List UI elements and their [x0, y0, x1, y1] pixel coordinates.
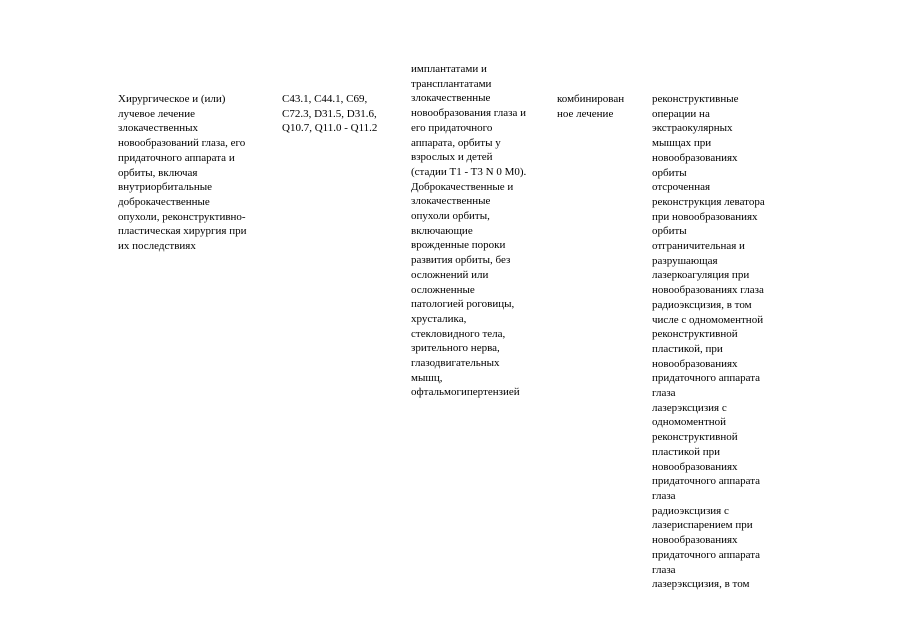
- condition-cell: Хирургическое и (или) лучевое лечение злокачественных новообразований глаза, его придаточного аппарата и орбиты, включая внутриорбитальные доброкачественные опухоли, реконструктивно- пластическая хирургия при их последствиях: [118, 93, 247, 253]
- treatment-type-cell: комбинирован ное лечение: [557, 93, 625, 120]
- treatment-method-cell: реконструктивные операции на экстраокулярных мышцах при новообразованиях орбиты отсроченная реконструкция леватора при новообразованиях орбиты отграничительная и разрушающая лазеркоагуляция при новообразованиях глаза радиоэксцизия, в том числе с одномоментной реконструктивной пластикой, при новообразованиях придаточного аппарата глаза лазерэксцизия с одномоментной реконструктивной пластикой при новообразованиях придаточного аппарата глаза радиоэксцизия с лазериспарением при новообразованиях придаточного аппарата глаза лазерэксцизия, в том: [652, 93, 765, 591]
- patient-model-cell: имплантатами и трансплантатами злокачественные новообразования глаза и его придаточного аппарата, орбиты у взрослых и детей (стадии T1 - T3 N 0 M0). Доброкачественные и злокачественные опухоли орбиты, включающие врожденные пороки развития орбиты, без осложнений или осложненные патологией роговицы, хрусталика, стекловидного тела, зрительного нерва, глазодвигательных мышц, офтальмогипертензией: [411, 63, 527, 399]
- icd-codes-cell: C43.1, C44.1, C69, C72.3, D31.5, D31.6, Q10.7, Q11.0 - Q11.2: [282, 93, 378, 135]
